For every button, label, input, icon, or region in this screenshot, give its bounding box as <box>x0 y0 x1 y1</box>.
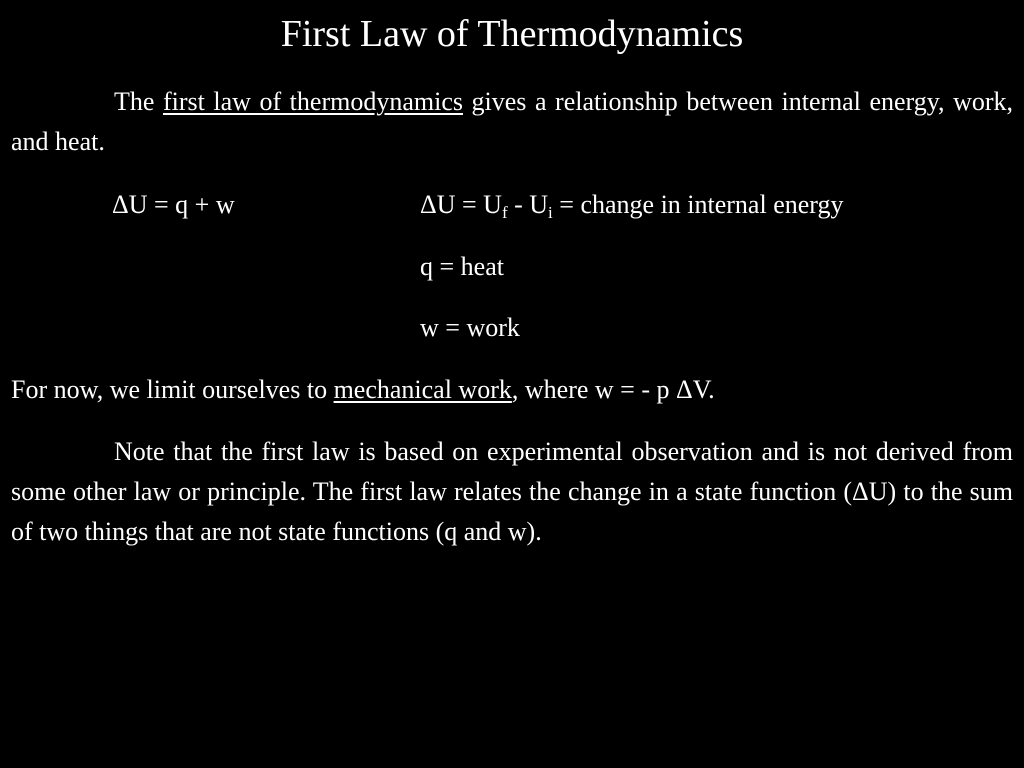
heat-definition: q = heat <box>420 252 504 281</box>
subscript-i: i <box>548 203 553 222</box>
subscript-f: f <box>501 203 508 222</box>
first-law-term: first law of thermodynamics <box>162 87 463 116</box>
delta-u-prefix: ΔU = U <box>420 190 502 219</box>
delta-u-suffix: = change in internal energy <box>552 190 844 219</box>
intro-paragraph <box>11 82 1013 162</box>
intro-before: The <box>114 87 155 116</box>
mechanical-before: For now, we limit ourselves to <box>11 375 328 404</box>
slide-title: First Law of Thermodynamics <box>280 13 744 55</box>
delta-u-mid: - U <box>507 190 549 219</box>
intro-after: gives a relationship between internal energy, work, and heat. <box>11 87 1014 156</box>
mechanical-work-line <box>11 375 715 405</box>
mechanical-work-term: mechanical work <box>333 375 512 404</box>
main-equation: ΔU = q + w <box>112 190 235 219</box>
mechanical-after: , where w = - p ΔV. <box>511 375 715 404</box>
delta-u-definition <box>420 190 843 220</box>
note-paragraph: Note that the first law is based on experimental observation and is not derived from some other law or principle. The first law relates the change in a state function (ΔU) to the sum of two things that are not state functions (q and w). <box>11 437 1013 546</box>
work-definition: w = work <box>420 313 520 342</box>
